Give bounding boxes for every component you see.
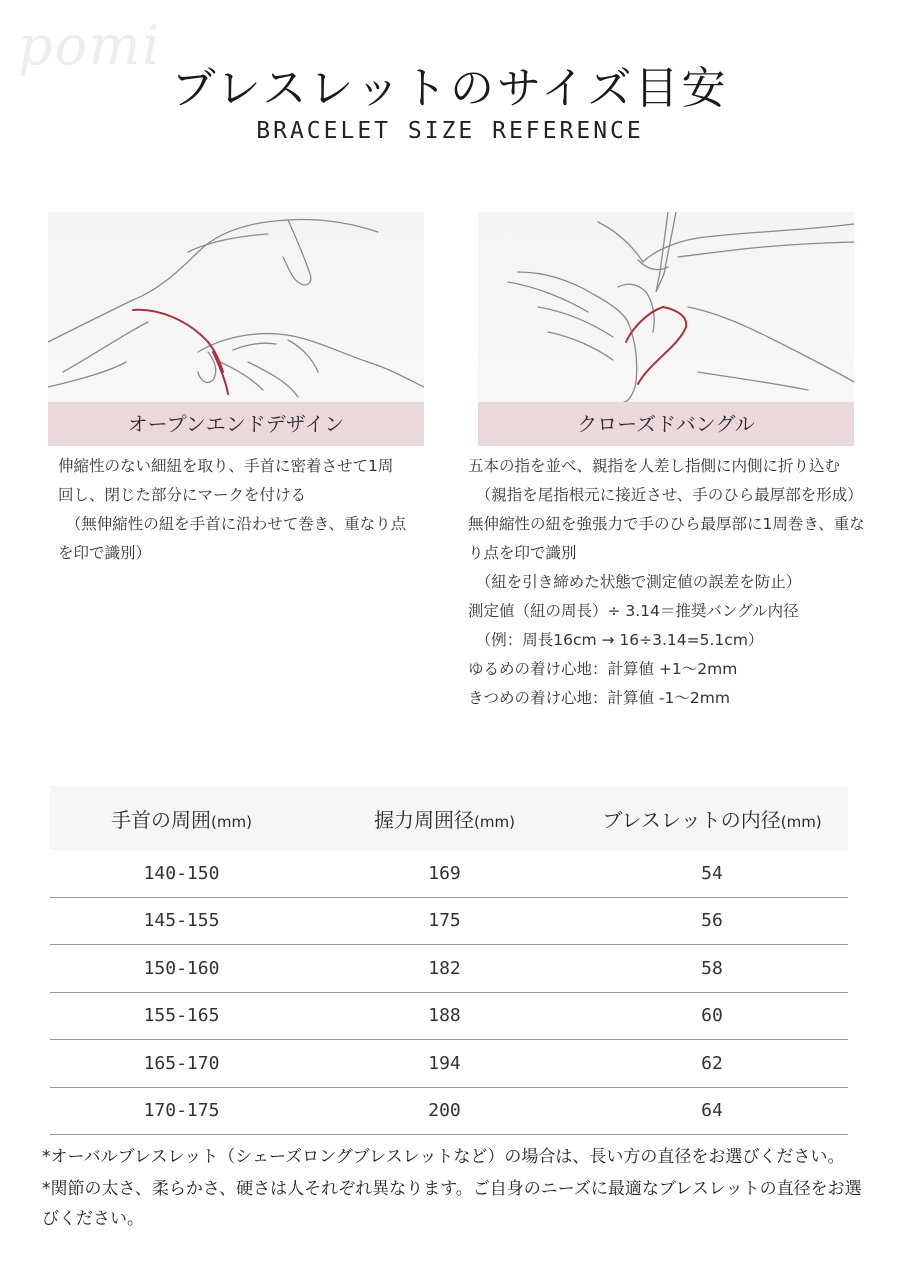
cell-wrist: 145-155 [143,910,220,932]
cell-grip: 175 [428,910,461,932]
cell-grip: 200 [428,1100,461,1122]
closed-bangle-description [468,452,868,713]
header-wrist-circumference [50,804,313,833]
table-row [50,993,848,1041]
wrist-hand-drawing [48,212,424,402]
cell-diameter: 60 [701,1005,723,1027]
description-line: 無伸縮性の紐を強張力で手のひら最厚部に1周巻き、重な [468,515,865,533]
open-end-panel [48,212,424,568]
header-unit: (mm) [474,812,515,831]
header-grip-circumference [313,804,576,833]
closed-bangle-label: クローズドバングル [478,402,854,446]
cell-diameter: 54 [701,862,723,884]
description-line: きつめの着け心地：計算値 -1〜2mm [468,689,730,707]
description-line: 五本の指を並べ、親指を人差し指側に内側に折り込む [468,457,841,475]
footnote-joint: *関節の太さ、柔らかさ、硬さは人それぞれ異なります。ご自身のニーズに最適なブレスレットの直径をお選びください。 [42,1179,862,1229]
description-line: 伸縮性のない細紐を取り、手首に密着させて1周 [58,457,394,475]
table-row [50,850,848,898]
description-line: を印で識別） [58,544,152,562]
cell-grip: 188 [428,1005,461,1027]
open-end-description [58,452,424,568]
cell-wrist: 165-170 [143,1052,220,1074]
watermark-logo: pomi [18,14,162,77]
cell-diameter: 62 [701,1052,723,1074]
description-line: り点を印で識別 [468,544,577,562]
table-row [50,945,848,993]
table-header [50,786,848,850]
footnotes [42,1142,862,1236]
description-line: （例：周長16cm → 16÷3.14=5.1cm） [475,631,764,649]
cell-diameter: 56 [701,910,723,932]
cell-wrist: 150-160 [143,957,220,979]
header-label: ブレスレットの内径 [602,807,781,832]
table-row [50,1040,848,1088]
size-table [50,786,848,1135]
description-line: （紐を引き締めた状態で測定値の誤差を防止） [475,573,802,591]
cell-diameter: 58 [701,957,723,979]
cell-grip: 182 [428,957,461,979]
page-subtitle: BRACELET SIZE REFERENCE [256,118,644,144]
description-line: （無伸縮性の紐を手首に沿わせて巻き、重なり点 [65,515,407,533]
open-end-label: オープンエンドデザイン [48,402,424,446]
description-line: （親指を尾指根元に接近させ、手のひら最厚部を形成） [475,486,863,504]
header-label: 手首の周囲 [111,807,212,832]
closed-bangle-panel [468,212,865,713]
cell-wrist: 170-175 [143,1100,220,1122]
header-unit: (mm) [211,812,252,831]
description-line: 回し、閉じた部分にマークを付ける [58,486,307,504]
palm-measure-illustration [478,212,854,402]
cell-grip: 194 [428,1052,461,1074]
cell-diameter: 64 [701,1100,723,1122]
cell-wrist: 140-150 [143,862,220,884]
cell-grip: 169 [428,862,461,884]
header-unit: (mm) [780,812,822,831]
palm-hand-drawing [478,212,854,402]
cell-wrist: 155-165 [143,1005,220,1027]
footnote-oval: *オーバルブレスレット（シェーズロングブレスレットなど）の場合は、長い方の直径をお選びください。 [42,1147,845,1167]
table-row [50,898,848,946]
description-line: ゆるめの着け心地：計算値 +1〜2mm [468,660,738,678]
table-row [50,1088,848,1136]
header-label: 握力周囲径 [374,807,475,832]
description-line: 測定値（紐の周長）÷ 3.14＝推奨バングル内径 [468,602,799,620]
header-bracelet-inner-diameter [576,804,848,833]
page-title: ブレスレットのサイズ目安 [171,63,729,114]
wrist-measure-illustration [48,212,424,402]
